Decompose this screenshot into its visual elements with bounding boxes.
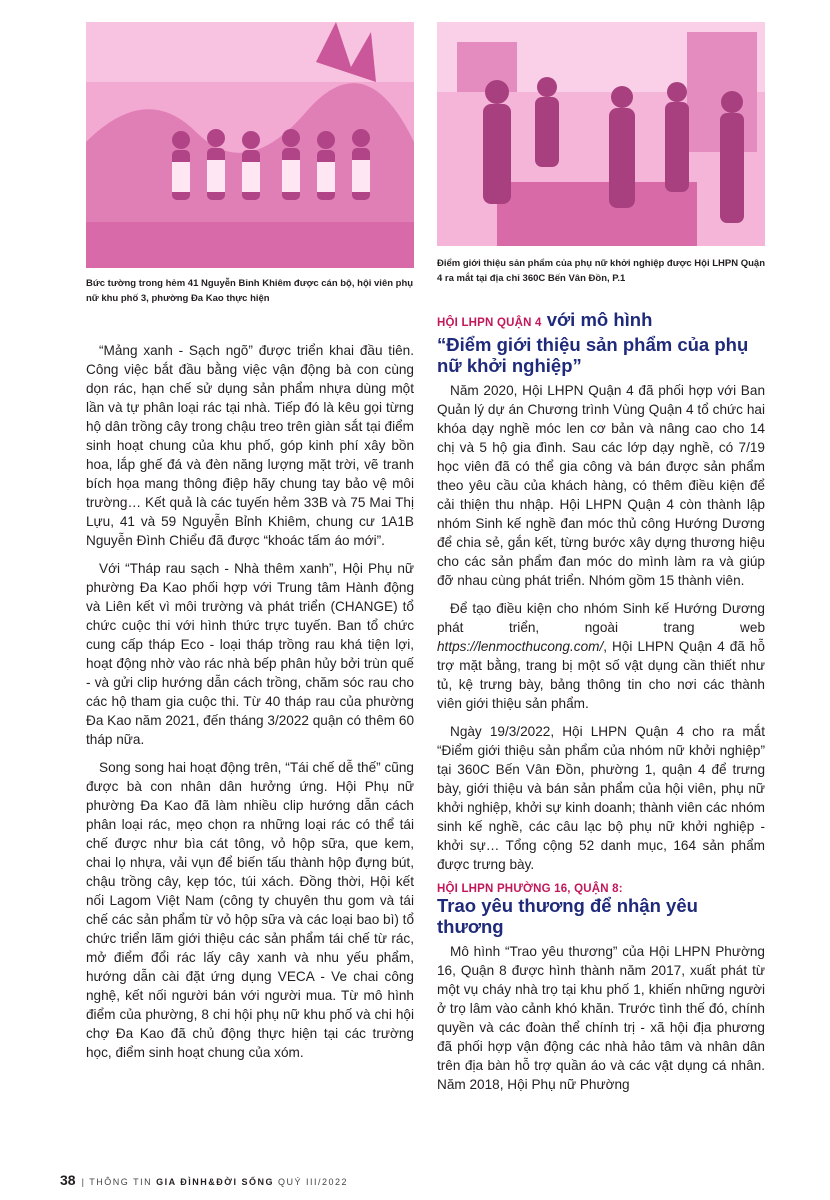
mural-photo bbox=[86, 22, 414, 268]
product-showcase-photo bbox=[437, 22, 765, 246]
website-link[interactable]: https://lenmocthucong.com/ bbox=[437, 639, 604, 654]
mural-photo-illustration bbox=[86, 22, 414, 268]
product-showcase-illustration bbox=[437, 22, 765, 246]
section2-paragraph-1: Mô hình “Trao yêu thương” của Hội LHPN Phường 16, Quận 8 được hình thành năm 2017, xuất phát từ một vụ cháy nhà trọ tại khu phố 1, khiến những người ở trọ lâm vào cảnh khó khăn. Trước tình thế đó, chính quyền và các đoàn thể chính trị - xã hội địa phương đã phối hợp vận động các nhà hảo tâm và nhân dân trên địa bàn hỗ trợ quần áo và các vật dụng cá nhân. Năm 2018, Hội Phụ nữ Phường bbox=[437, 944, 765, 1092]
section1-p2-after: , Hội LHPN Quận 4 đã hỗ trợ mặt bằng, trang bị một số vật dụng cần thiết như tủ, kệ trưng bày, bảng thông tin cho nơi các thành viên giới thiệu sản phẩm. bbox=[437, 639, 765, 711]
page-footer bbox=[60, 1172, 348, 1188]
product-showcase-caption: Điểm giới thiệu sản phẩm của phụ nữ khởi nghiệp được Hội LHPN Quận 4 ra mắt tại địa chỉ 360C Bến Vân Đồn, P.1 bbox=[437, 258, 766, 284]
section1-tag: HỘI LHPN QUẬN 4 bbox=[437, 317, 542, 329]
footer-issue: QUÝ III/2022 bbox=[273, 1177, 348, 1187]
section2-heading bbox=[437, 883, 765, 937]
section2-tag: HỘI LHPN PHƯỜNG 16, QUẬN 8: bbox=[437, 883, 623, 895]
section1-title-line1 bbox=[437, 309, 765, 334]
right-column bbox=[437, 309, 765, 1103]
page-number: 38 bbox=[60, 1172, 76, 1188]
section1-heading bbox=[437, 309, 765, 376]
left-paragraph-1: “Mảng xanh - Sạch ngõ” được triển khai đầu tiên. Công việc bắt đầu bằng việc vận động bà con cùng dọn rác, hạn chế sử dụng sản phẩm nhựa dùng một lần và tự phân loại rác tại nhà. Tiếp đó là kêu gọi từng hộ dân trồng cây trong chậu treo trên giàn sắt tại điểm sinh hoạt chung của khu phố, góp kinh phí xây bồn hoa, lắp ghế đá và đèn năng lượng mặt trời, vẽ tranh bích họa mang thông điệp hãy chung tay bảo vệ môi trường… Kết quả là các tuyến hẻm 33B và 75 Mai Thị Lựu, 41 và 59 Nguyễn Bỉnh Khiêm, chung cư 1A1B Nguyễn Đình Chiểu đã được “khoác tấm áo mới”. bbox=[86, 343, 414, 548]
section1-title-line2: “Điểm giới thiệu sản phẩm của phụ nữ khởi nghiệp” bbox=[437, 334, 749, 376]
section2-title: Trao yêu thương để nhận yêu thương bbox=[437, 895, 698, 937]
section1-title-tail: với mô hình bbox=[541, 309, 653, 330]
footer-magazine-name: GIA ĐÌNH&ĐỜI SỐNG bbox=[156, 1177, 274, 1187]
left-column bbox=[86, 341, 414, 1071]
section1-paragraph-2 bbox=[437, 599, 765, 713]
footer-text-a: THÔNG TIN bbox=[89, 1177, 157, 1187]
left-paragraph-3: Song song hai hoạt động trên, “Tái chế dễ thế” cũng được bà con nhân dân hưởng ứng. Hội Phụ nữ phường Đa Kao đã làm nhiều clip hướng dẫn cách phân loại rác, mẹo chọn ra những loại rác có thể tái chế được như bìa cát tông, vỏ hộp sữa, que kem, chai lọ nhựa, vải vụn để biến tấu thành hộp đựng bút, chậu trồng cây, kẹp tóc, túi xách. Đồng thời, Hội kết nối Lagom Việt Nam (công ty chuyên thu gom và tái chế các sản phẩm từ vỏ hộp sữa và các loại bao bì) tổ chức triển lãm giới thiệu các sản phẩm tái chế từ rác, mở điểm đổi rác lấy cây xanh và nhu yếu phẩm, hướng dẫn cài đặt ứng dụng VECA - Ve chai công nghệ, kết nối người bán với người mua. Từ mô hình điểm của phường, 8 chi hội phụ nữ khu phố và chi hội chợ Đa Kao đã chủ động thực hiện tại các trường học, điểm sinh hoạt chung của xóm. bbox=[86, 760, 415, 1060]
mural-photo-caption: Bức tường trong hẻm 41 Nguyễn Bỉnh Khiêm được cán bộ, hội viên phụ nữ khu phố 3, phường Đa Kao thực hiện bbox=[86, 278, 414, 304]
section1-p2-before: Để tạo điều kiện cho nhóm Sinh kế Hướng Dương phát triển, ngoài trang web bbox=[437, 601, 765, 635]
footer-separator: | bbox=[81, 1177, 86, 1187]
section1-paragraph-1: Năm 2020, Hội LHPN Quận 4 đã phối hợp với Ban Quản lý dự án Chương trình Vùng Quận 4 tổ chức hai khóa dạy nghề móc len cơ bản và nâng cao cho 14 chị và 5 hộ gia đình. Sau các lớp dạy nghề, có 7/19 học viên đã có thể gia công và bán được sản phẩm theo yêu cầu của khách hàng, có thêm điều kiện để cải thiện thu nhập. Hội LHPN Quận 4 còn thành lập nhóm Sinh kế nghề đan móc thủ công Hướng Dương để chia sẻ, gắn kết, từng bước xây dựng thương hiệu cho các sản phẩm đan móc do mình làm ra và giúp đỡ nhau cùng phát triển. Nhóm gồm 15 thành viên. bbox=[437, 383, 765, 588]
section1-paragraph-3: Ngày 19/3/2022, Hội LHPN Quận 4 cho ra mắt “Điểm giới thiệu sản phẩm của nhóm nữ khởi nghiệp” tại 360C Bến Vân Đồn, phường 1, quận 4 để trưng bày, giới thiệu và bán sản phẩm của hội viên, phụ nữ khởi nghiệp, khởi sự kinh doanh; thành viên các nhóm sinh kế nghề, các câu lạc bộ phụ nữ khởi nghiệp - khởi sự… Tổng cộng 52 danh mục, 164 sản phẩm được trưng bày. bbox=[437, 724, 765, 872]
left-paragraph-2: Với “Tháp rau sạch - Nhà thêm xanh”, Hội Phụ nữ phường Đa Kao phối hợp với Trung tâm Hành động và Liên kết vì môi trường và phát triển (CHANGE) tổ chức cuộc thi với hình thức trực tuyến. Ban tổ chức cung cấp tháp Eco - loại tháp trồng rau khá tiện lợi, hoạt động nhờ vào rác nhà bếp phân hủy bởi trùn quế - và gửi clip hướng dẫn cách trồng, chăm sóc rau cho các hộ tham gia cuộc thi. Từ 40 tháp rau của phường Đa Kao năm 2021, đến tháng 3/2022 quận có thêm 60 tháp nữa. bbox=[86, 561, 415, 747]
